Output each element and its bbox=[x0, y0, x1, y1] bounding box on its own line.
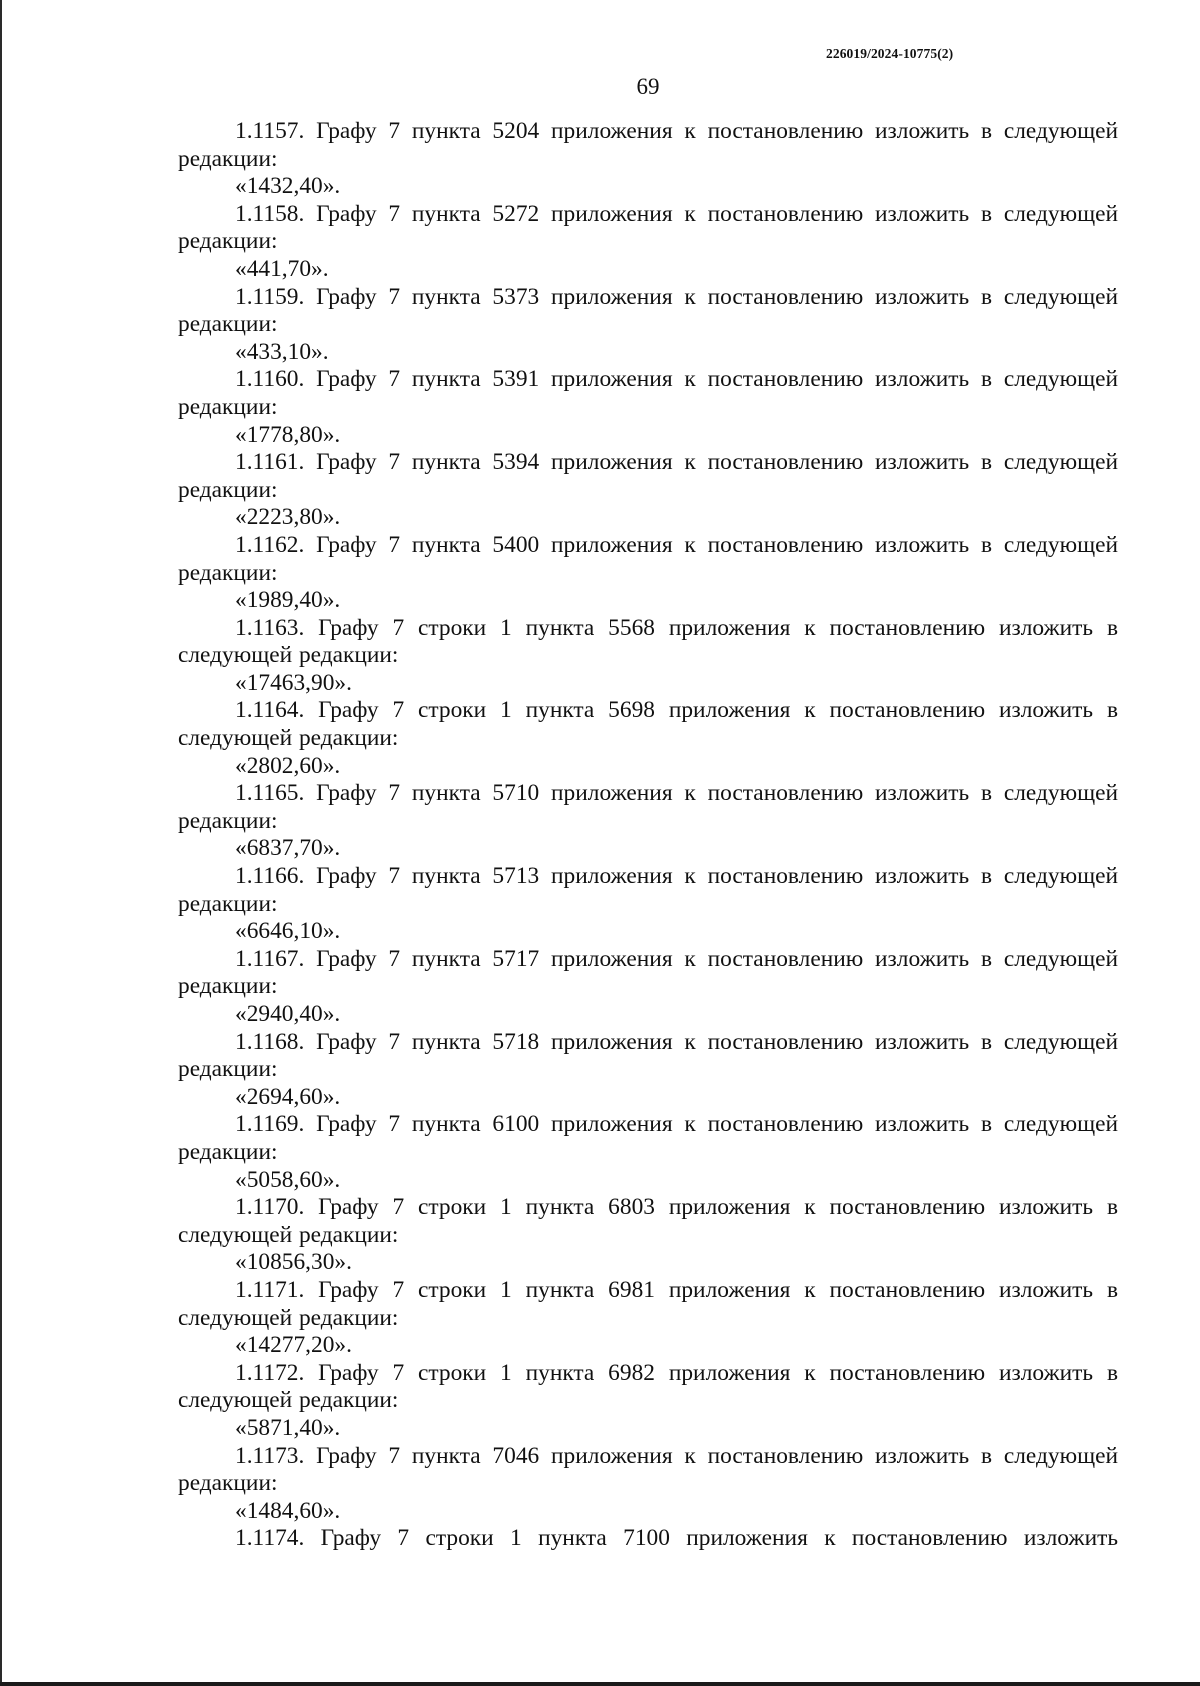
clause-paragraph: 1.1168. Графу 7 пункта 5718 приложения к постановлению изложить в следующей редакции: bbox=[178, 1028, 1118, 1083]
clause-value: «14277,20». bbox=[235, 1332, 352, 1359]
clause-paragraph: 1.1158. Графу 7 пункта 5272 приложения к постановлению изложить в следующей редакции: bbox=[178, 200, 1118, 255]
scan-left-edge bbox=[0, 0, 2, 1686]
clause-paragraph: 1.1171. Графу 7 строки 1 пункта 6981 приложения к постановлению изложить в следующей редакции: bbox=[178, 1276, 1118, 1331]
document-registration-number: 226019/2024-10775(2) bbox=[826, 46, 954, 61]
clause-paragraph: 1.1167. Графу 7 пункта 5717 приложения к постановлению изложить в следующей редакции: bbox=[178, 945, 1118, 1000]
clause-paragraph: 1.1157. Графу 7 пункта 5204 приложения к постановлению изложить в следующей редакции: bbox=[178, 118, 1118, 172]
clause-value: «2802,60». bbox=[235, 752, 341, 779]
clause-value: «6646,10». bbox=[235, 918, 341, 945]
clause-value: «5871,40». bbox=[235, 1414, 341, 1441]
clause-paragraph: 1.1169. Графу 7 пункта 6100 приложения к постановлению изложить в следующей редакции: bbox=[178, 1111, 1118, 1165]
clause-value: «441,70». bbox=[235, 255, 329, 282]
clause-value: «1484,60». bbox=[235, 1497, 341, 1524]
clause-value: «2223,80». bbox=[235, 504, 341, 531]
clause-paragraph: 1.1162. Графу 7 пункта 5400 приложения к постановлению изложить в следующей редакции: bbox=[178, 531, 1118, 586]
clause-value: «6837,70». bbox=[235, 835, 341, 862]
page-number: 69 bbox=[636, 74, 660, 99]
clause-paragraph: 1.1160. Графу 7 пункта 5391 приложения к постановлению изложить в следующей редакции: bbox=[178, 366, 1118, 420]
clause-value: «5058,60». bbox=[235, 1166, 341, 1193]
clause-value: «1989,40». bbox=[235, 587, 341, 614]
scan-bottom-edge bbox=[0, 1682, 1200, 1686]
document-body bbox=[178, 118, 1118, 1553]
clause-value: «2940,40». bbox=[235, 1001, 341, 1027]
clause-paragraph: 1.1164. Графу 7 строки 1 пункта 5698 приложения к постановлению изложить в следующей редакции: bbox=[178, 697, 1118, 752]
clause-paragraph: 1.1170. Графу 7 строки 1 пункта 6803 приложения к постановлению изложить в следующей редакции: bbox=[178, 1194, 1118, 1248]
clause-paragraph-trailing: 1.1174. Графу 7 строки 1 пункта 7100 приложения к постановлению изложить bbox=[235, 1525, 1118, 1552]
clause-paragraph: 1.1172. Графу 7 строки 1 пункта 6982 приложения к постановлению изложить в следующей редакции: bbox=[178, 1359, 1118, 1414]
clause-paragraph: 1.1163. Графу 7 строки 1 пункта 5568 приложения к постановлению изложить в следующей редакции: bbox=[178, 614, 1118, 669]
clause-value: «10856,30». bbox=[235, 1249, 352, 1276]
clause-paragraph: 1.1173. Графу 7 пункта 7046 приложения к постановлению изложить в следующей редакции: bbox=[178, 1442, 1118, 1497]
clause-value: «2694,60». bbox=[235, 1083, 341, 1110]
clause-value: «1778,80». bbox=[235, 421, 341, 448]
clause-paragraph: 1.1161. Графу 7 пункта 5394 приложения к постановлению изложить в следующей редакции: bbox=[178, 449, 1118, 503]
clause-paragraph: 1.1165. Графу 7 пункта 5710 приложения к постановлению изложить в следующей редакции: bbox=[178, 780, 1118, 834]
clause-value: «433,10». bbox=[235, 338, 329, 365]
clause-paragraph: 1.1159. Графу 7 пункта 5373 приложения к постановлению изложить в следующей редакции: bbox=[178, 283, 1118, 338]
clause-paragraph: 1.1166. Графу 7 пункта 5713 приложения к постановлению изложить в следующей редакции: bbox=[178, 863, 1118, 917]
clause-value: «1432,40». bbox=[235, 173, 341, 200]
clause-value: «17463,90». bbox=[235, 669, 352, 696]
